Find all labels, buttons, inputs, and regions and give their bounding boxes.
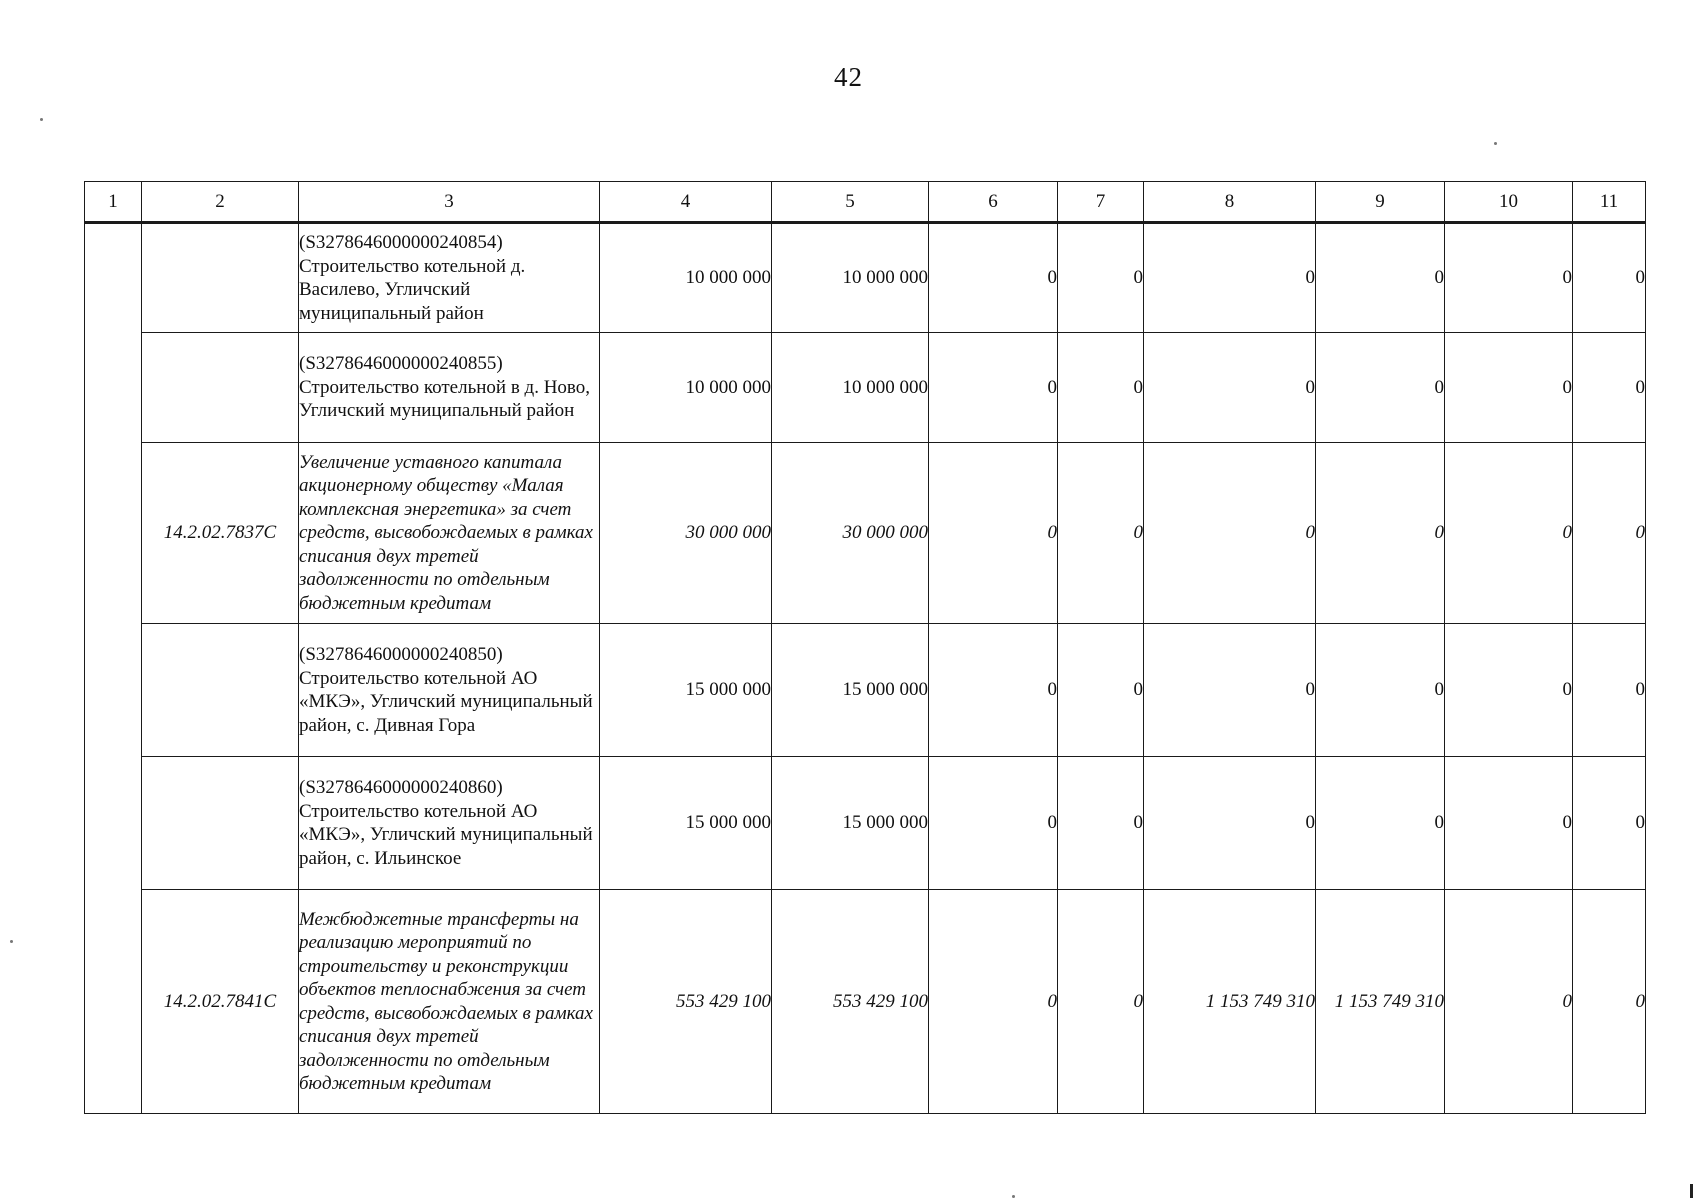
value-cell-11: 0 bbox=[1573, 333, 1646, 443]
header-row bbox=[85, 182, 1646, 223]
value-cell-8: 0 bbox=[1144, 333, 1316, 443]
code-cell: 14.2.02.7837С bbox=[142, 443, 299, 624]
column-header-9: 9 bbox=[1316, 182, 1445, 223]
code-cell bbox=[142, 757, 299, 890]
name-cell: (S3278646000000240854) Строительство котельной д. Василево, Угличский муниципальный район bbox=[299, 223, 600, 333]
code-cell bbox=[142, 624, 299, 757]
value-cell-4: 553 429 100 bbox=[600, 890, 772, 1114]
value-cell-8: 0 bbox=[1144, 624, 1316, 757]
value-cell-5: 15 000 000 bbox=[772, 624, 929, 757]
value-cell-5: 10 000 000 bbox=[772, 223, 929, 333]
value-cell-7: 0 bbox=[1058, 624, 1144, 757]
value-cell-8: 0 bbox=[1144, 757, 1316, 890]
value-cell-9: 1 153 749 310 bbox=[1316, 890, 1445, 1114]
column-header-1: 1 bbox=[85, 182, 142, 223]
value-cell-11: 0 bbox=[1573, 890, 1646, 1114]
column-header-5: 5 bbox=[772, 182, 929, 223]
value-cell-6: 0 bbox=[929, 333, 1058, 443]
value-cell-10: 0 bbox=[1445, 624, 1573, 757]
value-cell-10: 0 bbox=[1445, 890, 1573, 1114]
code-cell bbox=[142, 333, 299, 443]
table-row bbox=[85, 757, 1646, 890]
column-header-10: 10 bbox=[1445, 182, 1573, 223]
column-header-8: 8 bbox=[1144, 182, 1316, 223]
code-cell bbox=[142, 223, 299, 333]
value-cell-7: 0 bbox=[1058, 757, 1144, 890]
scan-speck bbox=[10, 940, 13, 943]
budget-table bbox=[84, 181, 1646, 1114]
value-cell-6: 0 bbox=[929, 757, 1058, 890]
value-cell-10: 0 bbox=[1445, 333, 1573, 443]
column-header-7: 7 bbox=[1058, 182, 1144, 223]
value-cell-10: 0 bbox=[1445, 757, 1573, 890]
column-header-6: 6 bbox=[929, 182, 1058, 223]
value-cell-7: 0 bbox=[1058, 333, 1144, 443]
scan-edge-mark bbox=[1690, 1184, 1693, 1198]
value-cell-6: 0 bbox=[929, 223, 1058, 333]
scan-speck bbox=[40, 118, 43, 121]
table-row bbox=[85, 443, 1646, 624]
value-cell-7: 0 bbox=[1058, 443, 1144, 624]
section-number-cell bbox=[85, 223, 142, 1114]
value-cell-11: 0 bbox=[1573, 757, 1646, 890]
value-cell-10: 0 bbox=[1445, 223, 1573, 333]
value-cell-9: 0 bbox=[1316, 757, 1445, 890]
value-cell-4: 30 000 000 bbox=[600, 443, 772, 624]
value-cell-5: 10 000 000 bbox=[772, 333, 929, 443]
value-cell-8: 0 bbox=[1144, 223, 1316, 333]
value-cell-9: 0 bbox=[1316, 624, 1445, 757]
value-cell-6: 0 bbox=[929, 443, 1058, 624]
name-cell: Межбюджетные трансферты на реализацию мероприятий по строительству и реконструкции объектов теплоснабжения за счет средств, высвобождаемых в рамках списания двух третей задолженности по отдельным бюджетным кредитам bbox=[299, 890, 600, 1114]
value-cell-7: 0 bbox=[1058, 223, 1144, 333]
value-cell-8: 1 153 749 310 bbox=[1144, 890, 1316, 1114]
value-cell-11: 0 bbox=[1573, 443, 1646, 624]
table-row bbox=[85, 890, 1646, 1114]
value-cell-11: 0 bbox=[1573, 223, 1646, 333]
scan-speck bbox=[1012, 1195, 1015, 1198]
value-cell-5: 553 429 100 bbox=[772, 890, 929, 1114]
value-cell-9: 0 bbox=[1316, 223, 1445, 333]
value-cell-6: 0 bbox=[929, 890, 1058, 1114]
value-cell-6: 0 bbox=[929, 624, 1058, 757]
value-cell-8: 0 bbox=[1144, 443, 1316, 624]
name-cell: Увеличение уставного капитала акционерному обществу «Малая комплексная энергетика» за счет средств, высвобождаемых в рамках списания двух третей задолженности по отдельным бюджетным кредитам bbox=[299, 443, 600, 624]
page-number: 42 bbox=[834, 62, 863, 92]
value-cell-7: 0 bbox=[1058, 890, 1144, 1114]
column-header-3: 3 bbox=[299, 182, 600, 223]
value-cell-5: 30 000 000 bbox=[772, 443, 929, 624]
value-cell-4: 10 000 000 bbox=[600, 333, 772, 443]
name-cell: (S3278646000000240850) Строительство котельной АО «МКЭ», Угличский муниципальный район, с. Дивная Гора bbox=[299, 624, 600, 757]
value-cell-9: 0 bbox=[1316, 443, 1445, 624]
scan-speck bbox=[1494, 142, 1497, 145]
value-cell-9: 0 bbox=[1316, 333, 1445, 443]
table-row bbox=[85, 333, 1646, 443]
value-cell-10: 0 bbox=[1445, 443, 1573, 624]
table-row bbox=[85, 223, 1646, 333]
value-cell-5: 15 000 000 bbox=[772, 757, 929, 890]
name-cell: (S3278646000000240860) Строительство котельной АО «МКЭ», Угличский муниципальный район, с. Ильинское bbox=[299, 757, 600, 890]
column-header-4: 4 bbox=[600, 182, 772, 223]
value-cell-11: 0 bbox=[1573, 624, 1646, 757]
table-row bbox=[85, 624, 1646, 757]
code-cell: 14.2.02.7841С bbox=[142, 890, 299, 1114]
value-cell-4: 10 000 000 bbox=[600, 223, 772, 333]
column-header-2: 2 bbox=[142, 182, 299, 223]
column-header-11: 11 bbox=[1573, 182, 1646, 223]
value-cell-4: 15 000 000 bbox=[600, 757, 772, 890]
name-cell: (S3278646000000240855) Строительство котельной в д. Ново, Угличский муниципальный район bbox=[299, 333, 600, 443]
value-cell-4: 15 000 000 bbox=[600, 624, 772, 757]
